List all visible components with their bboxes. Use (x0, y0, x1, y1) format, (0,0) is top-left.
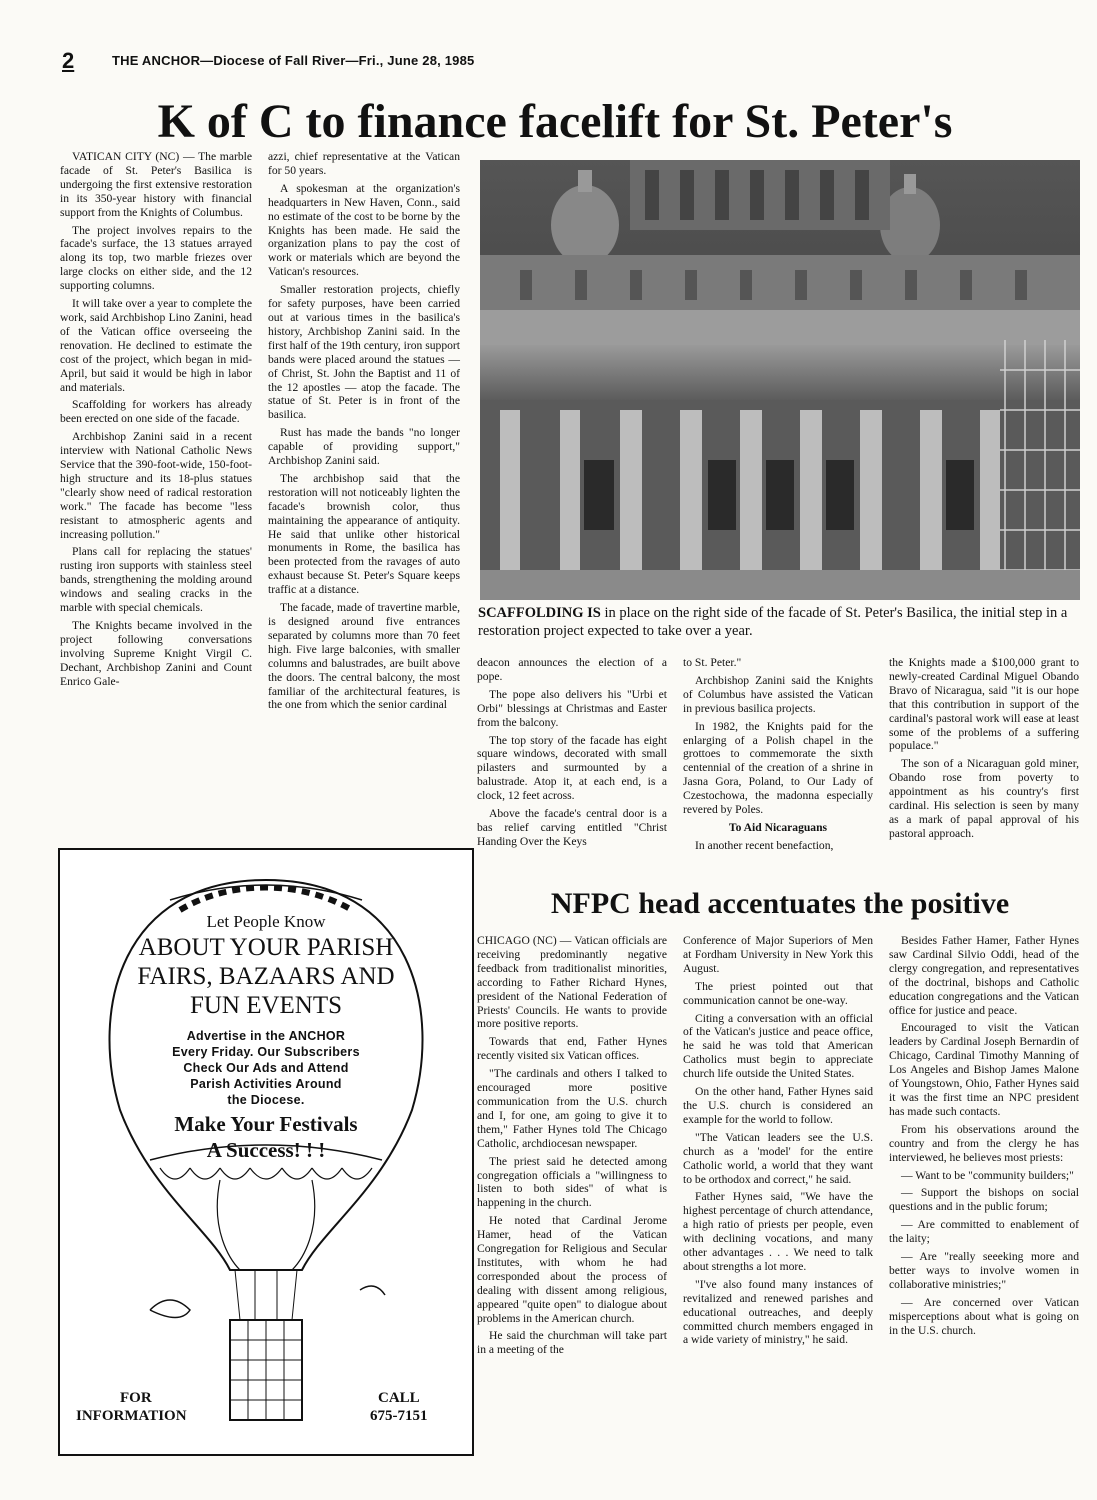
paragraph: Smaller restoration projects, chiefly for safety purposes, have been carried out at various times in the basilica's history, Archbishop Zanini said. In the first half of the 19th century, iron support bands were placed around the statues — of Christ, St. John the Baptist and 11 of the 12 apostles — atop the facade. The statue of St. Peter is in front of the basilica. (268, 283, 460, 422)
paragraph: "The Vatican leaders see the U.S. church as a 'model' for the entire Catholic world, a world that they want to be orthodox and correct," he said. (683, 1130, 873, 1186)
article2-headline: NFPC head accentuates the positive (550, 887, 1010, 920)
paragraph: azzi, chief representative at the Vatican for 50 years. (268, 150, 460, 177)
paragraph: Besides Father Hamer, Father Hynes saw Cardinal Silvio Oddi, head of the clergy congregation, and representatives of the doctrinal, bishops and Catholic education congregations and the Vatican office for justice and peace. (889, 934, 1079, 1017)
list-item: — Support the bishops on social questions and in the public forum; (889, 1186, 1079, 1214)
caption-lead: SCAFFOLDING IS (478, 605, 601, 621)
article2-column-1 (477, 934, 667, 1361)
ad-line-4: FUN EVENTS (189, 992, 343, 1019)
paragraph: Encouraged to visit the Vatican leaders by Cardinal Joseph Bernardin of Chicago, Cardinal Timothy Manning of Los Angeles and Bishop James Malone of Youngstown, Ohio, Father Hynes said it was the first time an NPC president has made such contacts. (889, 1021, 1079, 1118)
paragraph: The son of a Nicaraguan gold miner, Obando rose from poverty to appointment as his country's first cardinal. His selection is seen by many as a mark of papal approval of his pastoral approach. (889, 757, 1079, 840)
basilica-illustration (480, 160, 1080, 600)
article2-column-3 (889, 934, 1079, 1341)
paragraph: Archbishop Zanini said the Knights of Columbus have assisted the Vatican in previous basilica projects. (683, 673, 873, 715)
masthead (62, 48, 1062, 72)
paragraph: In another recent benefaction, (695, 838, 834, 852)
article1-column-3 (477, 656, 667, 853)
paragraph: to St. Peter." (683, 656, 742, 669)
ad-body-3: Check Our Ads and Attend (183, 1061, 349, 1075)
article1-column-4 (683, 656, 873, 857)
paragraph: The archbishop said that the restoration will not noticeably lighten the facade's brownish color, thus maintaining the appearance of antiquity. He said that unlike other historical monuments in Rome, the basilica has been protected from the ravages of auto exhaust because St. Peter's Square keeps traffic at a distance. (268, 471, 460, 597)
paragraph: Plans call for replacing the statues' rusting iron supports with stainless steel bands, strengthening the molding around windows and sealing cracks in the marble with special chemicals. (60, 545, 252, 615)
paragraph: The facade, made of travertine marble, is designed around five entrances separated by columns more than 70 feet high. Five large balconies, with smaller columns and balustrades, are built above the doors. The central balcony, the most familiar of the architectural features, is the one from which the senior cardinal (268, 601, 460, 712)
paragraph: "I've also found many instances of revitalized and renewed parishes and educational outreaches, and deeply committed church members engaged in a wide variety of ministry," he said. (683, 1277, 873, 1347)
paragraph: On the other hand, Father Hynes said the U.S. church is considered an example for the world to follow. (683, 1085, 873, 1126)
list-item: — Are committed to enablement of the laity; (889, 1218, 1079, 1246)
ad-body-2: Every Friday. Our Subscribers (172, 1045, 360, 1059)
article1-column-1 (60, 150, 252, 693)
paragraph: Scaffolding for workers has already been erected on one side of the facade. (60, 398, 252, 426)
paragraph: Conference of Major Superiors of Men at Fordham University in New York this August. (683, 934, 873, 975)
paragraph: In 1982, the Knights paid for the enlarging of a Polish chapel in the grottoes to commemorate the sixth centennial of the creation of a shrine in Jasna Gora, Poland, to Our Lady of Czestochowa, the madonna especially revered by Poles. (683, 719, 873, 817)
ad-information-label: INFORMATION (76, 1408, 187, 1424)
paragraph: A spokesman at the organization's headquarters in New Haven, Conn., said no estimate of the cost to be borne by the Knights has been made. He said the organization plans to pay the cost of work or materials which are beyond the Vatican's resources. (268, 181, 460, 279)
caption-text: in place on the right side of the facade of St. Peter's Basilica, the initial step in a restoration project expected to take over a year. (478, 605, 1068, 639)
page-number: 2 (62, 48, 75, 73)
ad-body-4: Parish Activities Around (190, 1077, 342, 1091)
paragraph: The Knights became involved in the project following conversations involving Supreme Knight Virgil C. Dechant, Archbishop Zanini and Count Enrico Gale- (60, 619, 252, 688)
st-peters-facade-photo (480, 160, 1080, 600)
paragraph: CHICAGO (NC) — Vatican officials are receiving predominantly negative feedback from traditionalist minorities, according to Father Richard Hynes, president of the National Federation of Priests' Councils. He wants to provide more positive reports. (477, 934, 667, 1031)
paragraph: He noted that Cardinal Jerome Hamer, head of the Vatican Congregation for Religious and Secular Institutes, with whom he had corresponded about the process of dealing with dissent among religious, appeared "quite open" to dialogue about problems in the American church. (477, 1214, 667, 1325)
article1-column-5 (889, 656, 1079, 845)
ad-body-5: the Diocese. (227, 1093, 305, 1107)
paragraph: Father Hynes said, "We have the highest percentage of church attendance, a high ratio of priests per people, even with declining vocations, and many other advantages . . . We need to talk about strengths a lot more. (683, 1190, 873, 1273)
ad-line-1: Let People Know (206, 912, 326, 931)
ad-line-3: FAIRS, BAZAARS AND (137, 963, 395, 990)
paragraph: The priest said he detected among congregation officials a "willingness to listen to both sides" of what is happening in the church. (477, 1154, 667, 1210)
paragraph: "The cardinals and others I talked to encouraged more positive communication from the U.S. church and I, for one, am going to give it to them," Father Hynes told The Chicago Catholic, archdiocesan newspaper. (477, 1067, 667, 1150)
ad-body-1: Advertise in the ANCHOR (186, 1029, 346, 1043)
list-item: — Are "really seeeking more and better ways to involve women in collaborative ministries;" (889, 1250, 1079, 1291)
paragraph: Towards that end, Father Hynes recently visited six Vatican offices. (477, 1035, 667, 1063)
list-item: — Want to be "community builders;" (901, 1168, 1074, 1182)
paragraph: It will take over a year to complete the work, said Archbishop Lino Zanini, head of the Vatican office overseeing the renovation. He declined to estimate the cost of the project, which began in mid-April, but said it would be high in labor and materials. (60, 297, 252, 394)
paragraph: He said the churchman will take part in a meeting of the (477, 1329, 667, 1357)
hot-air-balloon-advertisement (58, 848, 474, 1456)
ad-cta-2: A Success! ! ! (206, 1138, 326, 1162)
paragraph: Citing a conversation with an official of the Vatican's justice and peace office, he said he was told that American Catholics must begin to appreciate church life outside the United States. (683, 1011, 873, 1081)
paragraph: From his observations around the country and from the clergy he has interviewed, he believes most priests: (889, 1122, 1079, 1164)
photo-caption (478, 604, 1082, 640)
paragraph: The project involves repairs to the facade's surface, the 13 statues arrayed along its top, two marble friezes over large clocks on either side, and the 12 supporting columns. (60, 223, 252, 293)
paragraph: Above the facade's central door is a bas relief carving entitled "Christ Handing Over the Keys (477, 807, 667, 848)
paragraph: Rust has made the bands "no longer capable of providing support," Archbishop Zanini said. (268, 426, 460, 468)
ad-cta-1: Make Your Festivals (174, 1112, 358, 1136)
ad-for-label: FOR (120, 1390, 152, 1406)
paragraph: The priest pointed out that communication cannot be one-way. (683, 979, 873, 1007)
ad-line-2: ABOUT YOUR PARISH (138, 934, 394, 961)
article2-column-2 (683, 934, 873, 1351)
paragraph: deacon announces the election of a pope. (477, 656, 667, 683)
subhead: To Aid Nicaraguans (728, 820, 828, 834)
ad-phone: 675-7151 (370, 1408, 428, 1424)
list-item: — Are concerned over Vatican misperceptions about what is going on in the U.S. church. (889, 1295, 1079, 1337)
paragraph: Archbishop Zanini said in a recent interview with National Catholic News Service that the 390-foot-wide, 150-foot-high structure and its 18-plus statues "clearly show need of radical restoration work." The facade has become "less resistant to atmospheric agents and increasing pollution." (60, 430, 252, 541)
masthead-line: THE ANCHOR—Diocese of Fall River—Fri., June 28, 1985 (112, 53, 475, 68)
paragraph: The top story of the facade has eight square windows, decorated with small pilasters and surmounted by a balustrade. Atop it, at each end, is a clock, 12 feet across. (477, 733, 667, 803)
article1-headline: K of C to finance facelift for St. Peter's (157, 95, 953, 148)
ad-call-label: CALL (378, 1390, 420, 1406)
paragraph: VATICAN CITY (NC) — The marble facade of St. Peter's Basilica is undergoing the first extensive restoration in its 350-year history with financial support from the Knights of Columbus. (60, 150, 252, 219)
paragraph: the Knights made a $100,000 grant to newly-created Cardinal Miguel Obando Bravo of Nicaragua, said "it is our hope that this contribution in support of the cardinal's pastoral work will ease at least some of the problems of a suffering populace." (889, 656, 1079, 753)
article1-column-2 (268, 150, 460, 716)
paragraph: The pope also delivers his "Urbi et Orbi" blessings at Christmas and Easter from the balcony. (477, 687, 667, 729)
